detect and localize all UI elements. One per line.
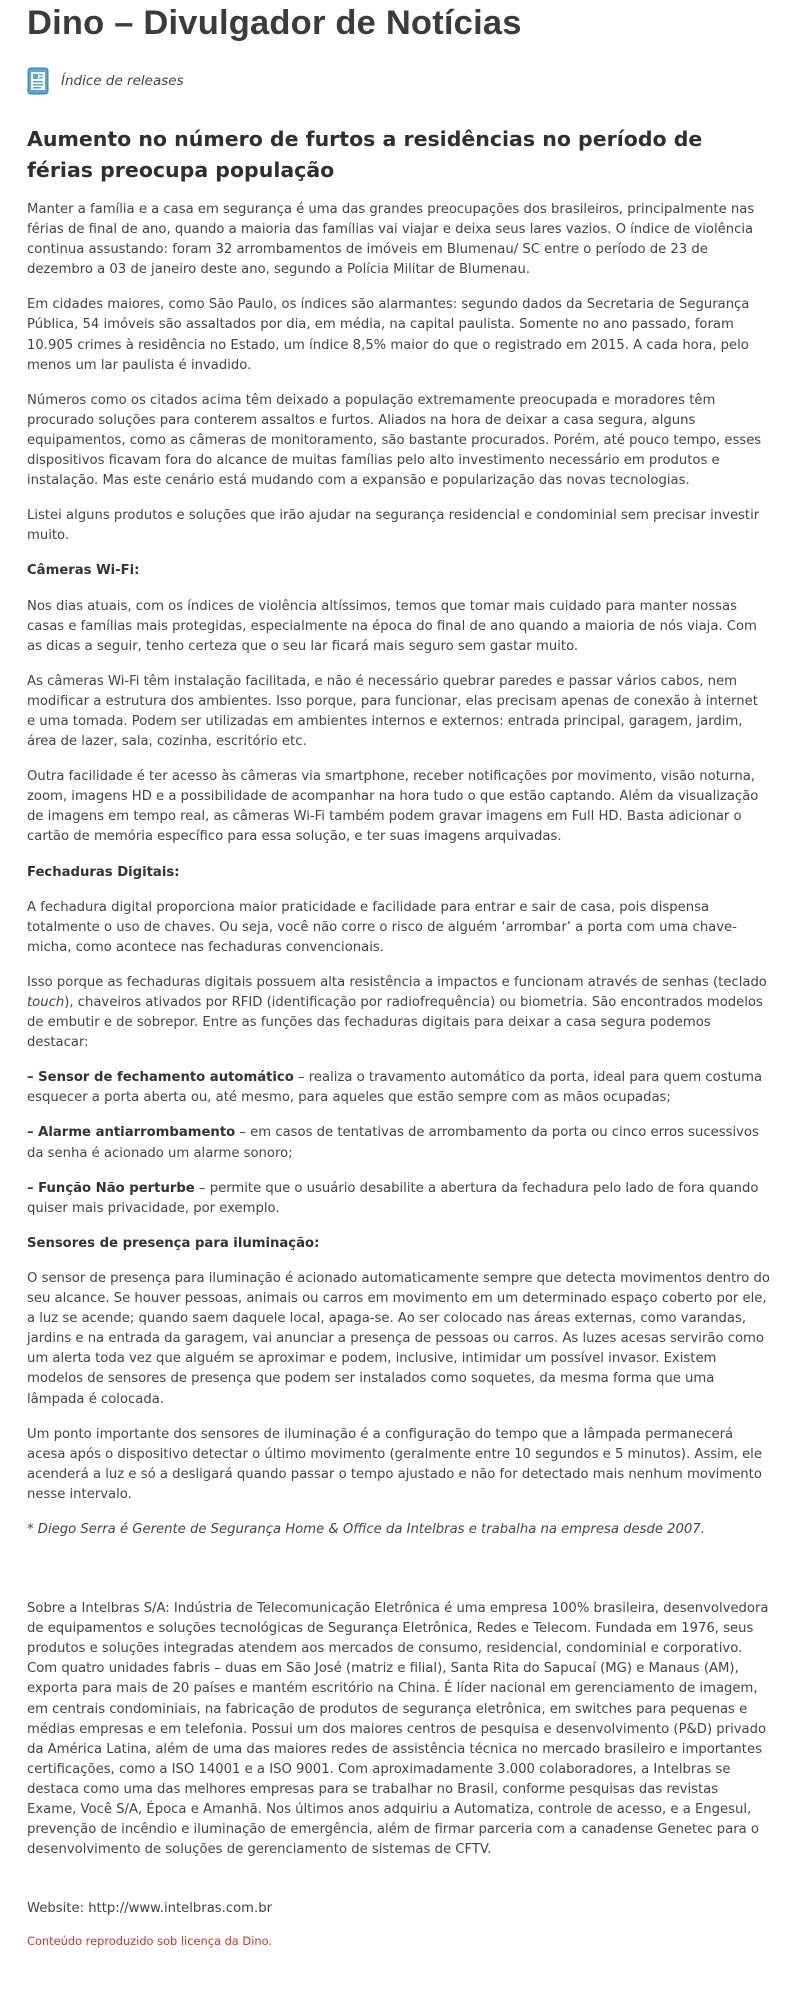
newspaper-icon [27, 67, 49, 95]
paragraph: O sensor de presença para iluminação é acionado automaticamente sempre que detecta movimentos dentro do seu alcance. Se houver pessoas, animais ou carros em movimento em um determinado espaço coberto por ele, a luz se acende; quando saem daquele local, apaga-se. Ao ser colocado nas áreas externas, como varandas, jardins e na entrada da garagem, vai anunciar a presença de pessoas ou carros. As luzes acesas servirão como um alerta toda vez que alguém se aproximar e podem, inclusive, intimidar um possível invasor. Existem modelos de sensores de presença que podem ser instalados como soquetes, da mesma forma que uma lâmpada é colocada. [27, 1270, 770, 1407]
license-credit [27, 1932, 770, 1950]
feature-label: – Função Não perturbe [27, 1180, 195, 1196]
feature-item [27, 1068, 770, 1108]
paragraph-text: ), chaveiros ativados por RFID (identificação por radiofrequência) ou biometria. São encontrados modelos de embutir e de sobrepor. Entre as funções das fechaduras digitais para deixar a casa segura podemos destacar: [27, 995, 763, 1051]
credit-text: Conteúdo reproduzido sob licença da [27, 1934, 243, 1949]
feature-item [27, 1179, 770, 1219]
feature-text: – realiza o travamento automático da porta, ideal para quem costuma esquecer a porta aberta ou, até mesmo, para aqueles que estão sempre com as mãos ocupadas; [27, 1070, 763, 1106]
paragraph: Um ponto importante dos sensores de iluminação é a configuração do tempo que a lâmpada permanecerá acesa após o dispositivo detectar o último movimento (geralmente entre 10 segundos e 5 minutos). Assim, ele acenderá a luz e só a desligará quando passar o tempo ajustado e não for detectado mais nenhum movimento nesse intervalo. [27, 1426, 762, 1502]
paragraph: Listei alguns produtos e soluções que irão ajudar na segurança residencial e condominial sem precisar investir muito. [27, 508, 760, 544]
paragraph: Manter a família e a casa em segurança é uma das grandes preocupações dos brasileiros, principalmente nas férias de final de ano, quando a maioria das famílias vai viajar e deixa seus lares vazios. O índice de violência continua assustando: foram 32 arrombamentos de imóveis em Blumenau/ SC entre o período de 23 de dezembro a 03 de janeiro deste ano, segundo a Polícia Militar de Blumenau. [27, 202, 755, 278]
feature-label: – Alarme antiarrombamento [27, 1125, 236, 1141]
feature-text: – permite que o usuário desabilite a abertura da fechadura pelo lado de fora quando quiser mais privacidade, por exemplo. [27, 1180, 759, 1216]
paragraph: As câmeras Wi-Fi têm instalação facilitada, e não é necessário quebrar paredes e passar vários cabos, nem modificar a estrutura dos ambientes. Isso porque, para funcionar, elas precisam apenas de conexão à internet e uma tomada. Podem ser utilizadas em ambientes internos e externos: entrada principal, garagem, jardim, área de lazer, sala, cozinha, escritório etc. [27, 673, 758, 750]
section-heading-cameras: Câmeras Wi-Fi: [27, 563, 140, 579]
credit-suffix: . [268, 1934, 272, 1949]
section-heading-sensors: Sensores de presença para iluminação: [27, 1235, 320, 1251]
paragraph: Em cidades maiores, como São Paulo, os índices são alarmantes: segundo dados da Secretaria de Segurança Pública, 54 imóveis são assaltados por dia, em média, na capital paulista. Somente no ano passado, foram 10.905 crimes à residência no Estado, um índice 8,5% maior do que o registrado em 2015. A cada hora, pelo menos um lar paulista é invadido. [27, 297, 750, 373]
article-headline: Aumento no número de furtos a residências no período de férias preocupa população [27, 127, 703, 182]
dino-link[interactable]: Dino [242, 1934, 269, 1949]
index-of-releases-link[interactable]: Índice de releases [61, 73, 184, 89]
paragraph: Nos dias atuais, com os índices de violência altíssimos, temos que tomar mais cuidado para manter nossas casas e famílias mais protegidas, especialmente na época do final de ano quando a maioria de nós viaja. Com as dicas a seguir, tenho certeza que o seu lar ficará mais seguro sem gastar muito. [27, 598, 757, 654]
website-line: Website: http://www.intelbras.com.br [27, 1901, 272, 1917]
paragraph: Outra facilidade é ter acesso às câmeras via smartphone, receber notificações por movimento, visão noturna, zoom, imagens HD e a possibilidade de acompanhar na hora tudo o que estão captando. Além da visualização de imagens em tempo real, as câmeras Wi-Fi também podem gravar imagens em Full HD. Basta adicionar o cartão de memória específico para essa solução, e ter suas imagens arquivadas. [27, 769, 759, 845]
paragraph [27, 973, 770, 1053]
article-body [27, 200, 770, 1540]
feature-text: – em casos de tentativas de arrombamento da porta ou cinco erros sucessivos da senha é acionado um alarme sonoro; [27, 1125, 759, 1161]
site-title: Dino – Divulgador de Notícias [27, 4, 522, 42]
section-heading-locks: Fechaduras Digitais: [27, 864, 180, 880]
about-text: Sobre a Intelbras S/A: Indústria de Telecomunicação Eletrônica é uma empresa 100% brasileira, desenvolvedora de equipamentos e soluções tecnológicas de Segurança Eletrônica, Redes e Telecom. Fundada em 1976, seus produtos e soluções integradas atendem aos mercados de consumo, residencial, condominial e corporativo. Com quatro unidades fabris – duas em São José (matriz e filial), Santa Rita do Sapucaí (MG) e Manaus (AM), exporta para mais de 20 países e mantém escritório na China. É líder nacional em gerenciamento de imagem, em centrais condominiais, na fabricação de produtos de segurança eletrônica, em switches para pequenas e médias empresas e em telefonia. Possui um dos maiores centros de pesquisa e desenvolvimento (P&D) privado da América Latina, além de uma das maiores redes de assistência técnica no mercado brasileiro e importantes certificações, como a ISO 14001 e a ISO 9001. Com aproximadamente 3.000 colaboradores, a Intelbras se destaca como uma das melhores empresas para se trabalhar no Brasil, conforme pesquisas das revistas Exame, Você S/A, Época e Amanhã. Nos últimos anos adquiriu a Automatiza, controle de acesso, e a Engesul, prevenção de incêndio e iluminação de emergência, além de firmar parceria com a canadense Genetec para o desenvolvimento de soluções de gerenciamento de sistemas de CFTV. [27, 1601, 769, 1858]
about-company [27, 1599, 770, 1860]
emphasis-text: touch [27, 995, 65, 1010]
paragraph-text: Isso porque as fechaduras digitais possuem alta resistência a impactos e funcionam através de senhas (teclado [27, 974, 767, 990]
feature-label: – Sensor de fechamento automático [27, 1070, 294, 1086]
index-row [27, 66, 770, 96]
feature-item [27, 1123, 770, 1163]
paragraph: Números como os citados acima têm deixado a população extremamente preocupada e moradores têm procurado soluções para conterem assaltos e furtos. Aliados na hora de deixar a casa segura, alguns equipamentos, como as câmeras de monitoramento, são bastante procurados. Porém, até pouco tempo, esses dispositivos ficavam fora do alcance de muitas famílias pelo alto investimento necessário em produtos e instalação. Mas este cenário está mudando com a expansão e popularização das novas tecnologias. [27, 392, 762, 489]
paragraph: A fechadura digital proporciona maior praticidade e facilidade para entrar e sair de casa, pois dispensa totalmente o uso de chaves. Ou seja, você não corre o risco de alguém ‘arrombar’ a porta com uma chave-micha, como acontece nas fechaduras convencionais. [27, 899, 737, 955]
author-footnote: * Diego Serra é Gerente de Segurança Home & Office da Intelbras e trabalha na empresa desde 2007. [27, 1521, 705, 1537]
